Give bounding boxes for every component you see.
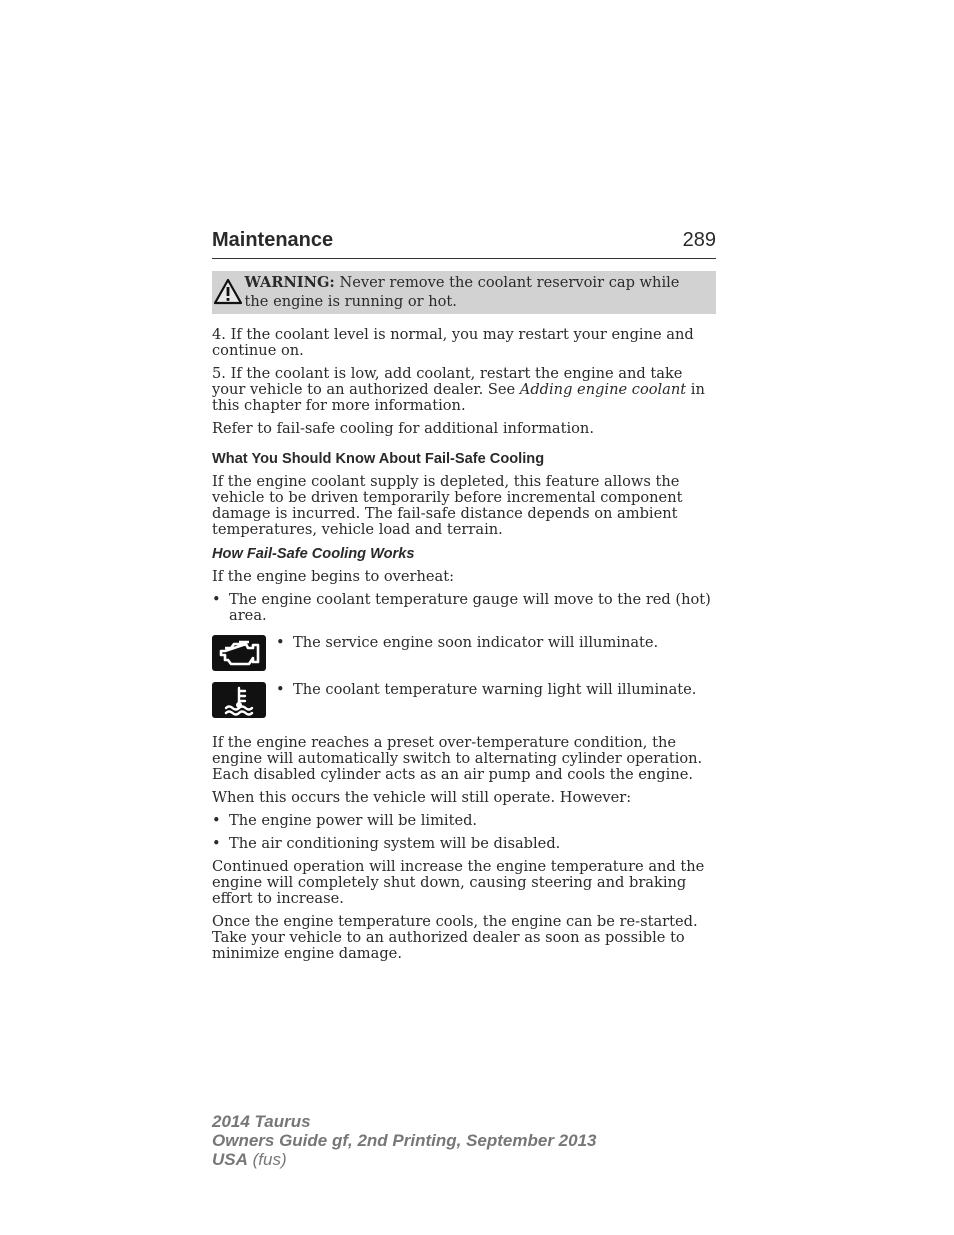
warning-label: WARNING: (244, 274, 335, 291)
coolant-temperature-icon (212, 682, 266, 718)
paragraph-fail-safe: If the engine coolant supply is depleted, this feature allows the vehicle to be driven temporarily before incremental component damage is incurred. The fail-safe distance depends on ambient temperatures, vehicle load and terrain. (212, 473, 683, 538)
bullet-service-engine-row (212, 635, 716, 671)
paragraph-refer: Refer to fail-safe cooling for additional information. (212, 420, 594, 437)
bullet-marker: • (276, 634, 285, 651)
warning-box (212, 271, 716, 314)
bullet-text: The engine coolant temperature gauge will move to the red (hot) area. (229, 591, 711, 624)
page-header (212, 229, 716, 259)
bullet-power-limited (212, 813, 716, 829)
paragraph-step-5 (212, 366, 716, 414)
bullet-marker: • (212, 812, 221, 829)
bullet-text: The engine power will be limited. (229, 812, 478, 829)
step-5-text-end: in this chapter for more information. (212, 381, 705, 414)
page-footer (212, 1112, 596, 1169)
footer-country: USA (212, 1150, 248, 1169)
paragraph-over-temperature: If the engine reaches a preset over-temperature condition, the engine will automatically switch to alternating cylinder operation. Each disabled cylinder acts as an air pump and cools the engine. (212, 734, 703, 783)
section-title: Maintenance (212, 229, 334, 251)
footer-code: (fus) (247, 1150, 287, 1169)
bullet-gauge (212, 592, 716, 624)
footer-region (212, 1150, 596, 1169)
bullet-text: The coolant temperature warning light will illuminate. (293, 681, 697, 698)
paragraph-still-operate: When this occurs the vehicle will still operate. However: (212, 789, 632, 806)
warning-triangle-icon (212, 271, 245, 305)
manual-page (212, 229, 716, 962)
bullet-marker: • (276, 681, 285, 698)
bullet-marker: • (212, 591, 221, 608)
bullet-text: The service engine soon indicator will illuminate. (293, 634, 659, 651)
step-5-text: 5. If the coolant is low, add coolant, restart the engine and take your vehicle to an authorized dealer. See (212, 365, 683, 398)
page-number: 289 (682, 229, 716, 251)
paragraph-overheat-intro: If the engine begins to overheat: (212, 568, 455, 585)
adding-coolant-reference: Adding engine coolant (519, 381, 687, 398)
heading-how-it-works: How Fail-Safe Cooling Works (212, 546, 415, 562)
service-engine-icon (212, 635, 266, 671)
warning-body: Never remove the coolant reservoir cap while the engine is running or hot. (244, 274, 680, 310)
bullet-service-engine (276, 635, 658, 651)
footer-model: 2014 Taurus (212, 1112, 311, 1131)
warning-text (245, 271, 716, 311)
paragraph-step-4: 4. If the coolant level is normal, you may restart your engine and continue on. (212, 326, 694, 359)
bullet-marker: • (212, 835, 221, 852)
bullet-coolant-light (276, 682, 696, 698)
footer-guide: Owners Guide gf, 2nd Printing, September 2013 (212, 1131, 597, 1150)
paragraph-restart: Once the engine temperature cools, the engine can be re-started. Take your vehicle to an authorized dealer as soon as possible to minimize engine damage. (212, 913, 698, 962)
bullet-text: The air conditioning system will be disabled. (229, 835, 561, 852)
heading-fail-safe-cooling: What You Should Know About Fail-Safe Cooling (212, 451, 545, 467)
bullet-coolant-light-row (212, 682, 716, 718)
paragraph-continued-operation: Continued operation will increase the engine temperature and the engine will completely shut down, causing steering and braking effort to increase. (212, 858, 705, 907)
bullet-ac-disabled (212, 836, 716, 852)
